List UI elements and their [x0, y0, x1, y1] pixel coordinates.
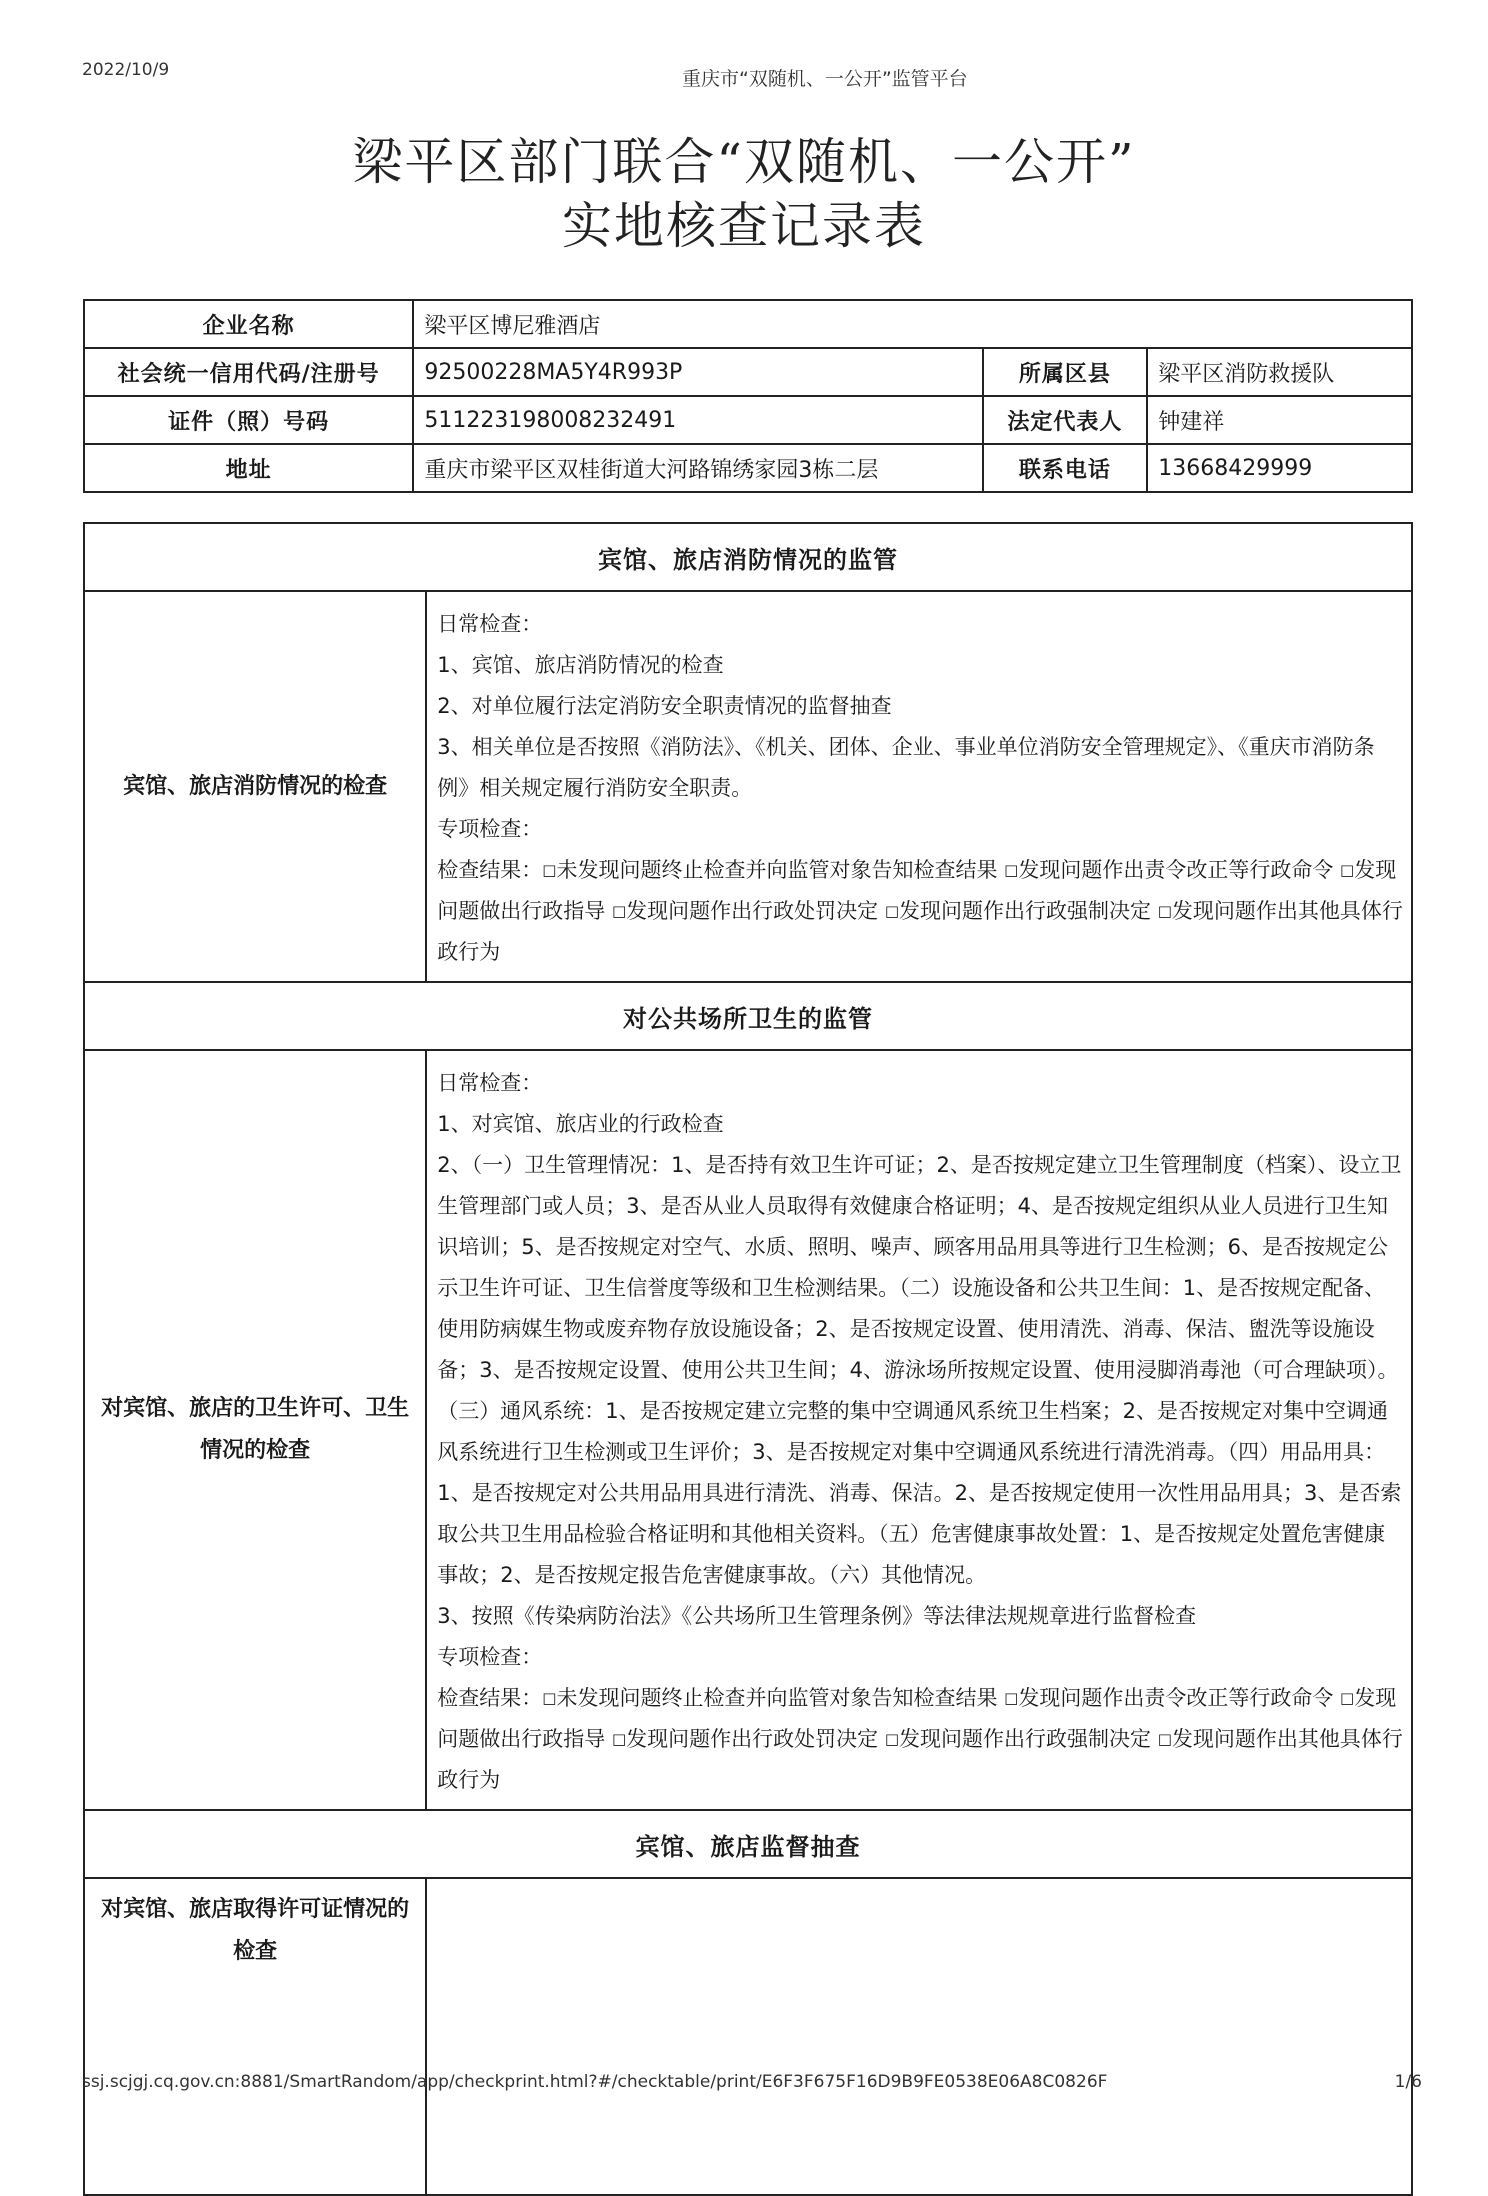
company-label: 企业名称 — [84, 300, 413, 348]
item-content-empty — [426, 1878, 1412, 2195]
result-option: 发现问题作出责令改正等行政命令 — [1018, 1686, 1334, 1710]
result-option: 发现问题做出行政指导 — [437, 858, 1397, 923]
check-line: 1、对宾馆、旅店业的行政检查 — [437, 1112, 724, 1136]
result-option: 发现问题做出行政指导 — [437, 1686, 1397, 1751]
result-option: 发现问题作出行政处罚决定 — [626, 1727, 879, 1751]
section-hygiene-row — [84, 1050, 1412, 1810]
checkbox-icon[interactable]: □ — [1340, 861, 1355, 879]
check-line: 3、相关单位是否按照《消防法》、《机关、团体、企业、事业单位消防安全管理规定》、《重庆市消防条例》相关规定履行消防安全职责。 — [437, 735, 1375, 800]
section-spotcheck-header — [84, 1810, 1412, 1878]
section-title: 宾馆、旅店消防情况的监管 — [84, 523, 1412, 591]
special-check-label: 专项检查： — [437, 1645, 543, 1669]
checkbox-icon[interactable]: □ — [884, 902, 900, 920]
info-row-company — [84, 300, 1412, 348]
check-line: 3、按照《传染病防治法》《公共场所卫生管理条例》等法律法规规章进行监督检查 — [437, 1604, 1197, 1628]
info-row-address — [84, 444, 1412, 492]
credit-code-label: 社会统一信用代码/注册号 — [84, 348, 413, 396]
item-content — [426, 591, 1412, 982]
legal-rep-label: 法定代表人 — [983, 396, 1148, 444]
enterprise-info-table — [83, 299, 1413, 493]
result-option: 未发现问题终止检查并向监管对象告知检查结果 — [556, 858, 998, 882]
section-title: 宾馆、旅店监督抽查 — [84, 1810, 1412, 1878]
checkbox-icon[interactable]: □ — [1004, 861, 1019, 879]
check-line: 1、宾馆、旅店消防情况的检查 — [437, 653, 724, 677]
result-option: 发现问题作出其他具体行政行为 — [437, 1727, 1403, 1792]
section-fire-header — [84, 523, 1412, 591]
checkbox-icon[interactable]: □ — [611, 902, 627, 920]
special-check-label: 专项检查： — [437, 817, 543, 841]
legal-rep-value: 钟建祥 — [1147, 396, 1412, 444]
district-label: 所属区县 — [983, 348, 1148, 396]
checkbox-icon[interactable]: □ — [611, 1730, 627, 1748]
item-label: 宾馆、旅店消防情况的检查 — [84, 591, 426, 982]
info-row-credit — [84, 348, 1412, 396]
checkbox-icon[interactable]: □ — [1340, 1689, 1355, 1707]
checkbox-icon[interactable]: □ — [542, 1689, 557, 1707]
company-value: 梁平区博尼雅酒店 — [413, 300, 1412, 348]
result-option: 发现问题作出责令改正等行政命令 — [1018, 858, 1334, 882]
page-number: 1/6 — [1394, 2072, 1422, 2092]
section-fire-row — [84, 591, 1412, 982]
checkbox-icon[interactable]: □ — [542, 861, 557, 879]
section-spotcheck-row — [84, 1878, 1412, 2195]
title-line-2: 实地核查记录表 — [562, 197, 926, 255]
result-options — [437, 1678, 1403, 1801]
checkbox-icon[interactable]: □ — [884, 1730, 900, 1748]
section-hygiene-header — [84, 982, 1412, 1050]
item-label: 对宾馆、旅店的卫生许可、卫生情况的检查 — [84, 1050, 426, 1810]
result-option: 发现问题作出行政强制决定 — [899, 1727, 1152, 1751]
id-value: 511223198008232491 — [413, 396, 982, 444]
info-row-id — [84, 396, 1412, 444]
check-line: 2、（一）卫生管理情况：1、是否持有效卫生许可证；2、是否按规定建立卫生管理制度（档案）、设立卫生管理部门或人员；3、是否从业人员取得有效健康合格证明；4、是否按规定组织从业人员进行卫生知识培训；5、是否按规定对空气、水质、照明、噪声、顾客用品用具等进行卫生检测；6、是否按规定公示卫生许可证、卫生信誉度等级和卫生检测结果。（二）设施设备和公共卫生间：1、是否按规定配备、使用防病媒生物或废弃物存放设施设备；2、是否按规定设置、使用清洗、消毒、保洁、盥洗等设施设备；3、是否按规定设置、使用公共卫生间；4、游泳场所按规定设置、使用浸脚消毒池（可合理缺项）。（三）通风系统：1、是否按规定建立完整的集中空调通风系统卫生档案；2、是否按规定对集中空调通风系统进行卫生检测或卫生评价；3、是否按规定对集中空调通风系统进行清洗消毒。（四）用品用具：1、是否按规定对公共用品用具进行清洗、消毒、保洁。2、是否按规定使用一次性用品用具；3、是否索取公共卫生用品检验合格证明和其他相关资料。（五）危害健康事故处置：1、是否按规定处置危害健康事故；2、是否按规定报告危害健康事故。（六）其他情况。 — [437, 1153, 1402, 1587]
item-label: 对宾馆、旅店取得许可证情况的检查 — [84, 1878, 426, 2195]
checkbox-icon[interactable]: □ — [1004, 1689, 1019, 1707]
credit-code-value: 92500228MA5Y4R993P — [413, 348, 982, 396]
result-option: 发现问题作出行政处罚决定 — [626, 899, 879, 923]
address-label: 地址 — [84, 444, 413, 492]
id-label: 证件（照）号码 — [84, 396, 413, 444]
print-date: 2022/10/9 — [82, 60, 170, 80]
phone-value: 13668429999 — [1147, 444, 1412, 492]
page-url: ssj.scjgj.cq.gov.cn:8881/SmartRandom/app/checkprint.html?#/checktable/print/E6F3F675F16D9B9FE0538E06A8C0826F — [82, 2072, 1108, 2092]
result-label: 检查结果： — [437, 1686, 543, 1710]
result-option: 发现问题作出行政强制决定 — [899, 899, 1152, 923]
district-value: 梁平区消防救援队 — [1147, 348, 1412, 396]
print-header — [82, 60, 1422, 90]
phone-label: 联系电话 — [983, 444, 1148, 492]
section-title: 对公共场所卫生的监管 — [84, 982, 1412, 1050]
title-line-1: 梁平区部门联合“双随机、一公开” — [352, 133, 1136, 191]
daily-check-label: 日常检查： — [437, 612, 543, 636]
document-title — [0, 130, 1488, 258]
platform-name: 重庆市“双随机、一公开”监管平台 — [682, 68, 968, 90]
address-value: 重庆市梁平区双桂街道大河路锦绣家园3栋二层 — [413, 444, 982, 492]
inspection-table — [83, 522, 1413, 2196]
result-options — [437, 850, 1403, 973]
result-option: 发现问题作出其他具体行政行为 — [437, 899, 1403, 964]
result-option: 未发现问题终止检查并向监管对象告知检查结果 — [556, 1686, 998, 1710]
checkbox-icon[interactable]: □ — [1157, 902, 1172, 920]
check-line: 2、对单位履行法定消防安全职责情况的监督抽查 — [437, 694, 892, 718]
result-label: 检查结果： — [437, 858, 543, 882]
checkbox-icon[interactable]: □ — [1157, 1730, 1172, 1748]
daily-check-label: 日常检查： — [437, 1071, 543, 1095]
item-content — [426, 1050, 1412, 1810]
